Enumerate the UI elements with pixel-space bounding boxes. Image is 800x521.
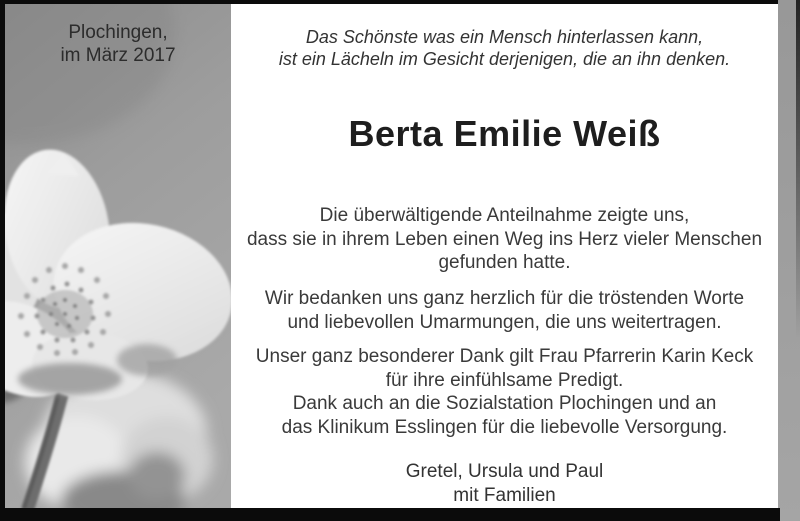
signature-families: mit Familien	[453, 484, 556, 506]
dateline-date: im März 2017	[60, 45, 176, 66]
right-dark-edge	[796, 0, 800, 340]
paragraph-line: für ihre einfühlsame Predigt.	[385, 369, 624, 391]
epigraph-line: ist ein Lächeln im Gesicht derjenigen, die an ihn denken.	[278, 49, 731, 69]
notice-text-column	[231, 4, 778, 508]
paragraph-thanks	[231, 287, 778, 334]
paragraph-line: gefunden hatte.	[438, 252, 571, 273]
hellebore-flower-image	[5, 4, 231, 508]
paragraph-line: und liebevollen Umarmungen, die uns weitertragen.	[287, 311, 722, 333]
left-border	[0, 0, 5, 521]
epigraph-quote	[231, 26, 778, 70]
paragraph-line: Unser ganz besonderer Dank gilt Frau Pfarrerin Karin Keck	[255, 346, 754, 367]
signature-names: Gretel, Ursula und Paul	[405, 461, 604, 482]
paragraph-line: Wir bedanken uns ganz herzlich für die tröstenden Worte	[264, 288, 745, 309]
epigraph-line: Das Schönste was ein Mensch hinterlassen kann,	[305, 27, 704, 47]
paragraph-line: dass sie in ihrem Leben einen Weg ins Herz vieler Menschen	[246, 228, 763, 250]
deceased-name: Berta Emilie Weiß	[348, 113, 661, 154]
memorial-photo	[5, 4, 231, 508]
paragraph-line: das Klinikum Esslingen für die liebevolle Versorgung.	[281, 416, 728, 438]
dateline	[5, 21, 231, 67]
paragraph-line: Die überwältigende Anteilnahme zeigte uns,	[319, 205, 690, 226]
family-signature	[231, 460, 778, 507]
paragraph-condolence	[231, 204, 778, 275]
paragraph-line: Dank auch an die Sozialstation Plochingen und an	[292, 393, 717, 414]
paragraph-special-thanks	[231, 345, 778, 439]
bottom-black-bar	[0, 508, 780, 521]
dateline-place: Plochingen,	[68, 22, 168, 43]
